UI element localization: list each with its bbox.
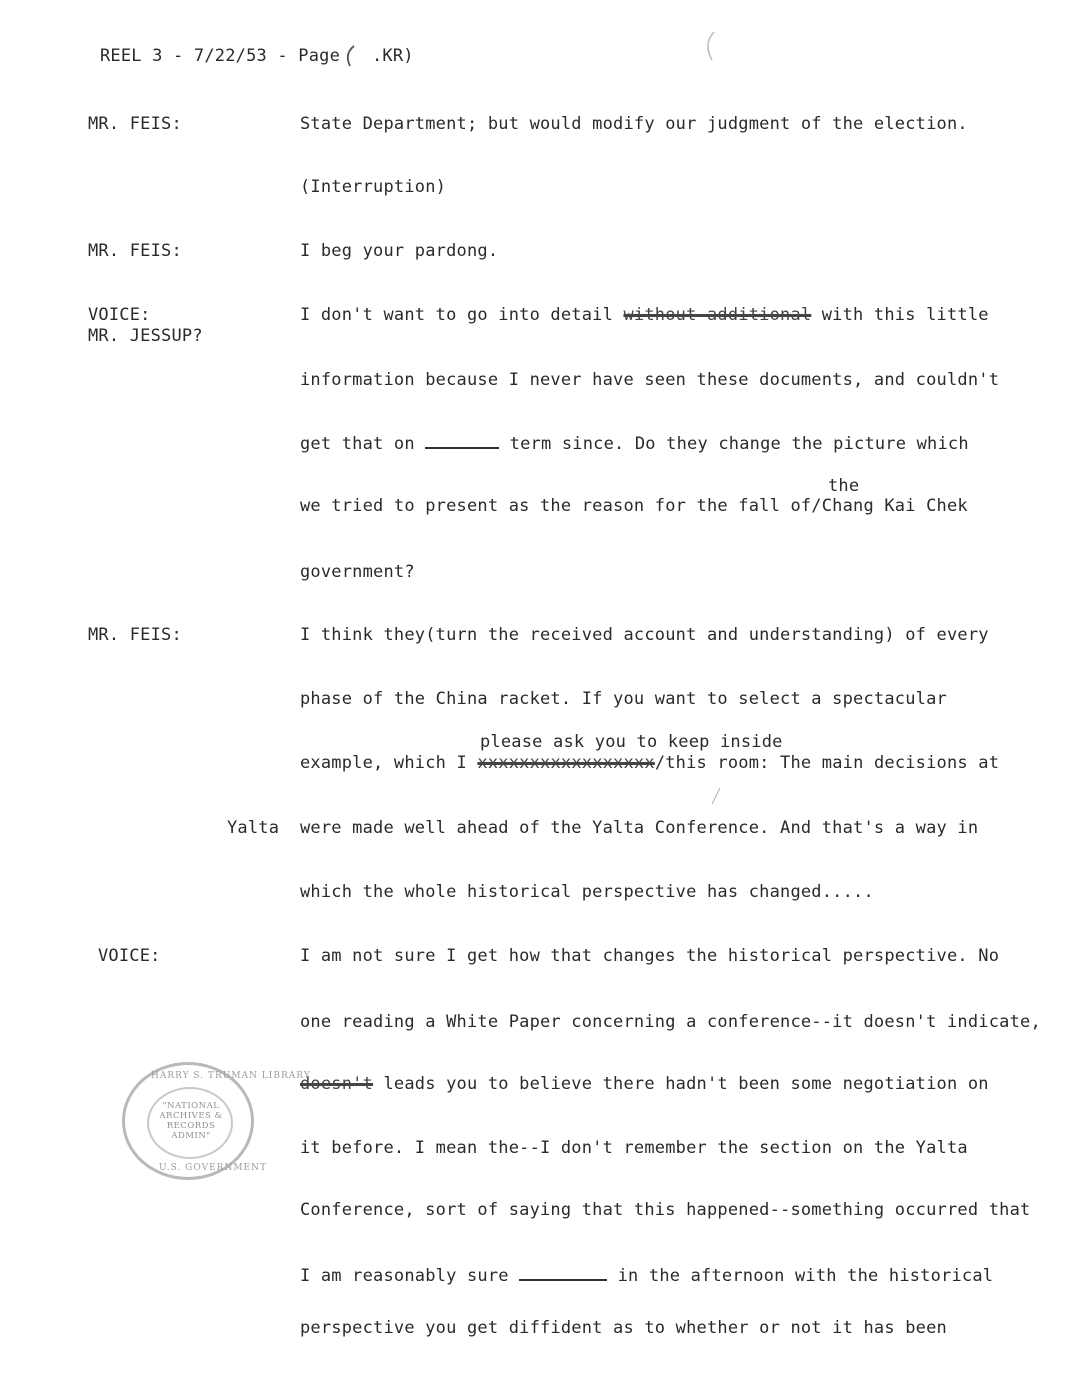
transcript-line: phase of the China racket. If you want to select a spectacular: [300, 689, 947, 709]
line-text: leads you to believe there hadn't been some negotiation on: [373, 1074, 989, 1094]
line-text: get that on: [300, 434, 426, 454]
transcript-line: [300, 1266, 993, 1286]
transcript-line: State Department; but would modify our judgment of the election.: [300, 114, 968, 134]
struck-text: without additional: [623, 305, 812, 325]
stamp-ring-text-top: HARRY S. TRUMAN LIBRARY: [151, 1071, 311, 1081]
struck-text: doesn't: [300, 1074, 374, 1094]
line-text: example, which I: [300, 753, 478, 773]
transcript-line: were made well ahead of the Yalta Conference. And that's a way in: [300, 818, 979, 838]
transcript-line: I am not sure I get how that changes the historical perspective. No: [300, 946, 1000, 966]
transcript-line: which the whole historical perspective has changed.....: [300, 882, 874, 902]
stray-pencil-mark: [708, 786, 724, 808]
transcript-line: it before. I mean the--I don't remember the section on the Yalta: [300, 1138, 968, 1158]
line-text: I am reasonably sure: [300, 1266, 520, 1286]
stamp-center-line: ARCHIVES &: [159, 1111, 223, 1121]
inserted-word: the: [828, 476, 860, 496]
stamp-center-line: RECORDS: [166, 1121, 216, 1131]
speaker-label: MR. FEIS:: [88, 114, 182, 134]
speaker-label: MR. FEIS:: [88, 241, 182, 261]
transcript-line: government?: [300, 562, 415, 582]
transcript-line: perspective you get diffident as to whether or not it has been: [300, 1318, 947, 1338]
speaker-label: MR. FEIS:: [88, 625, 182, 645]
transcript-line: [300, 753, 999, 773]
page-number-bracket-mark: [340, 44, 370, 70]
speaker-label: VOICE:: [98, 946, 161, 966]
struck-text: xxxxxxxxxxxxxxxxx: [477, 753, 655, 773]
speaker-label: VOICE:: [88, 305, 151, 325]
transcript-line: [300, 434, 969, 454]
stamp-center-line: ADMIN": [171, 1131, 211, 1141]
blank-underline: [519, 1278, 607, 1281]
line-text: with this little: [811, 305, 989, 325]
margin-note: Yalta: [227, 818, 280, 838]
transcript-line: we tried to present as the reason for the fall of/Chang Kai Chek: [300, 496, 968, 516]
transcript-line: [300, 1074, 989, 1094]
blank-underline: [425, 446, 499, 449]
transcript-line: I beg your pardong.: [300, 241, 499, 261]
stamp-ring-text-bottom: U.S. GOVERNMENT: [159, 1163, 267, 1173]
transcript-line: one reading a White Paper concerning a conference--it doesn't indicate,: [300, 1012, 1041, 1032]
transcript-line: Conference, sort of saying that this happened--something occurred that: [300, 1200, 1031, 1220]
line-text: in the afternoon with the historical: [607, 1266, 994, 1286]
archive-stamp: [122, 1062, 311, 1180]
inserted-phrase: please ask you to keep inside: [480, 732, 783, 752]
reel-header: REEL 3 - 7/22/53 - Page: [100, 46, 341, 66]
line-text: /this room: The main decisions at: [654, 753, 1000, 773]
line-text: I don't want to go into detail: [300, 305, 624, 325]
transcript-line: information because I never have seen these documents, and couldn't: [300, 370, 1000, 390]
line-text: term since. Do they change the picture which: [499, 434, 969, 454]
transcript-line: [300, 305, 989, 325]
stamp-center-line: "NATIONAL: [162, 1101, 220, 1111]
stray-bracket-mark: [700, 30, 720, 64]
page-reference: .KR): [372, 46, 414, 66]
transcript-line: (Interruption): [300, 177, 447, 197]
transcript-line: I think they(turn the received account and understanding) of every: [300, 625, 989, 645]
speaker-label-secondary: MR. JESSUP?: [88, 326, 203, 346]
